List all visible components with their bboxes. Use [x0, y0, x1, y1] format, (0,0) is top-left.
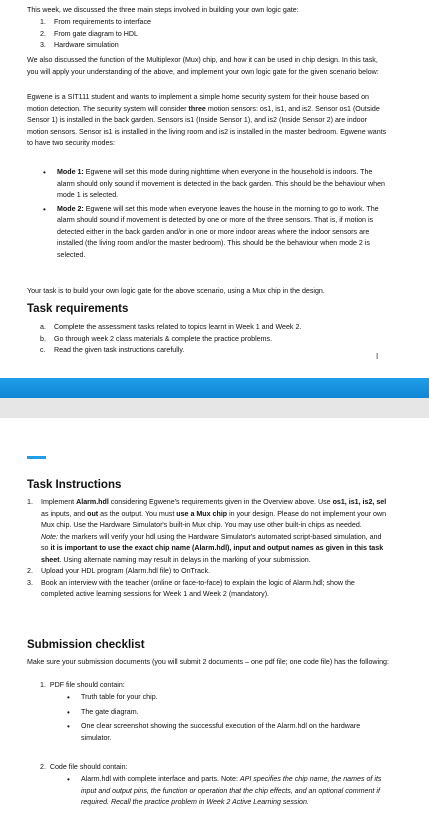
list-item: • Alarm.hdl with complete interface and parts. Note: API specifies the chip name, the names of its input and output pins, the function or operation that the chip effects, and an optional comment if required. Recall the practice problem in Week 2 Active Learning session.	[67, 775, 382, 806]
pdf-items-list	[67, 692, 389, 744]
task-requirements-list	[40, 322, 389, 357]
page-2	[0, 418, 429, 831]
task-requirements-heading: Task requirements	[27, 303, 129, 315]
submission-checklist-heading: Submission checklist	[27, 639, 145, 651]
task-instructions-list	[27, 497, 389, 601]
submission-intro: Make sure your submission documents (you will submit 2 documents – one pdf file; one code file) has the following:	[27, 658, 389, 666]
instruction-item-1: 1. Implement Alarm.hdl considering Egwene's requirements given in the Overview above. Use os1, is1, is2, sel as inputs, and out as the output. You must use a Mux chip in your design. Please do not implement your own Mux chip. Use the Hardware Simulator's built-in Mux chip. You may use other built-in chips as needed. Note: the markers will verify your hdl using the Hardware Simulator's automated script-based simulation, and so it is important to use the exact chip name (Alarm.hdl), input and output names as given in this task sheet. Using alternate naming may result in delays in the marking of your submission.	[27, 498, 387, 564]
code-items-list	[67, 774, 389, 809]
list-item: • One clear screenshot showing the successful execution of the Alarm.hdl on the hardware simulator.	[67, 722, 361, 742]
list-item: • Truth table for your chip.	[67, 693, 158, 702]
heading-accent-bar	[27, 456, 46, 459]
list-item: • The gate diagram.	[67, 707, 139, 717]
text-cursor-icon: I	[376, 352, 379, 361]
page-gap	[0, 398, 429, 418]
modes-list	[43, 167, 389, 261]
list-item: c. Read the given task instructions carefully.	[40, 346, 185, 354]
instruction-item-2: 2. Upload your HDL program (Alarm.hdl file) to OnTrack.	[27, 567, 210, 575]
task-line: Your task is to build your own logic gate for the above scenario, using a Mux chip in the design.	[27, 287, 325, 295]
pdf-file-label: 1. PDF file should contain:	[40, 681, 125, 689]
page-break-bar	[0, 378, 429, 398]
scenario-paragraph: Egwene is a SIT111 student and wants to implement a simple home security system for their house based on motion detection. The security system will consider three motion sensors: os1, is1, and is2. Sensor os1 (Outside Sensor 1) is installed in the back garden. Sensors is1 (Inside Sensor 1), and is2 (Inside Sensor 2) are indoor motion sensors. Sensor is1 is installed in the living room and is2 is installed in the master bedroom. Egwene wants to have two security modes:	[27, 93, 387, 147]
mode-2-item: • Mode 2: Egwene will set this mode when everyone leaves the house in the morning to go to work. The alarm should sound if movement is detected by one or more of the three sensors. That is, if motion is detected either in the back garden and/or in one or more indoor areas where the indoor sensors are installed (the living room and/or the master bedroom). This should be the behaviour when mode 2 is selected.	[43, 204, 379, 259]
mode-1-item: • Mode 1: Egwene will set this mode during nighttime when everyone in the household is indoors. The alarm should only sound if movement is detected in the back garden. This should be the behaviour when mode 1 is selected.	[43, 168, 385, 199]
list-item: 2. From gate diagram to HDL	[40, 29, 138, 38]
page-1	[0, 0, 429, 378]
list-item: 3. Hardware simulation	[40, 41, 119, 49]
list-item: a. Complete the assessment tasks related to topics learnt in Week 1 and Week 2.	[40, 323, 302, 331]
steps-list	[40, 17, 389, 52]
intro-paragraph-mux: We also discussed the function of the Multiplexor (Mux) chip, and how it can be used in chip design. In this task, you will apply your understanding of the above, and implement your own logic gate for the given scenario below:	[27, 56, 379, 76]
instruction-item-3: 3. Book an interview with the teacher (online or face-to-face) to explain the logic of Alarm.hdl; show the completed active learning sessions for Week 1 and Week 2 (mandatory).	[27, 578, 355, 598]
code-file-label: 2. Code file should contain:	[40, 763, 128, 771]
intro-lead: This week, we discussed the three main steps involved in building your own logic gate:	[27, 6, 299, 14]
list-item: b. Go through week 2 class materials & complete the practice problems.	[40, 334, 273, 343]
task-instructions-heading: Task Instructions	[27, 479, 122, 491]
list-item: 1. From requirements to interface	[40, 18, 151, 26]
